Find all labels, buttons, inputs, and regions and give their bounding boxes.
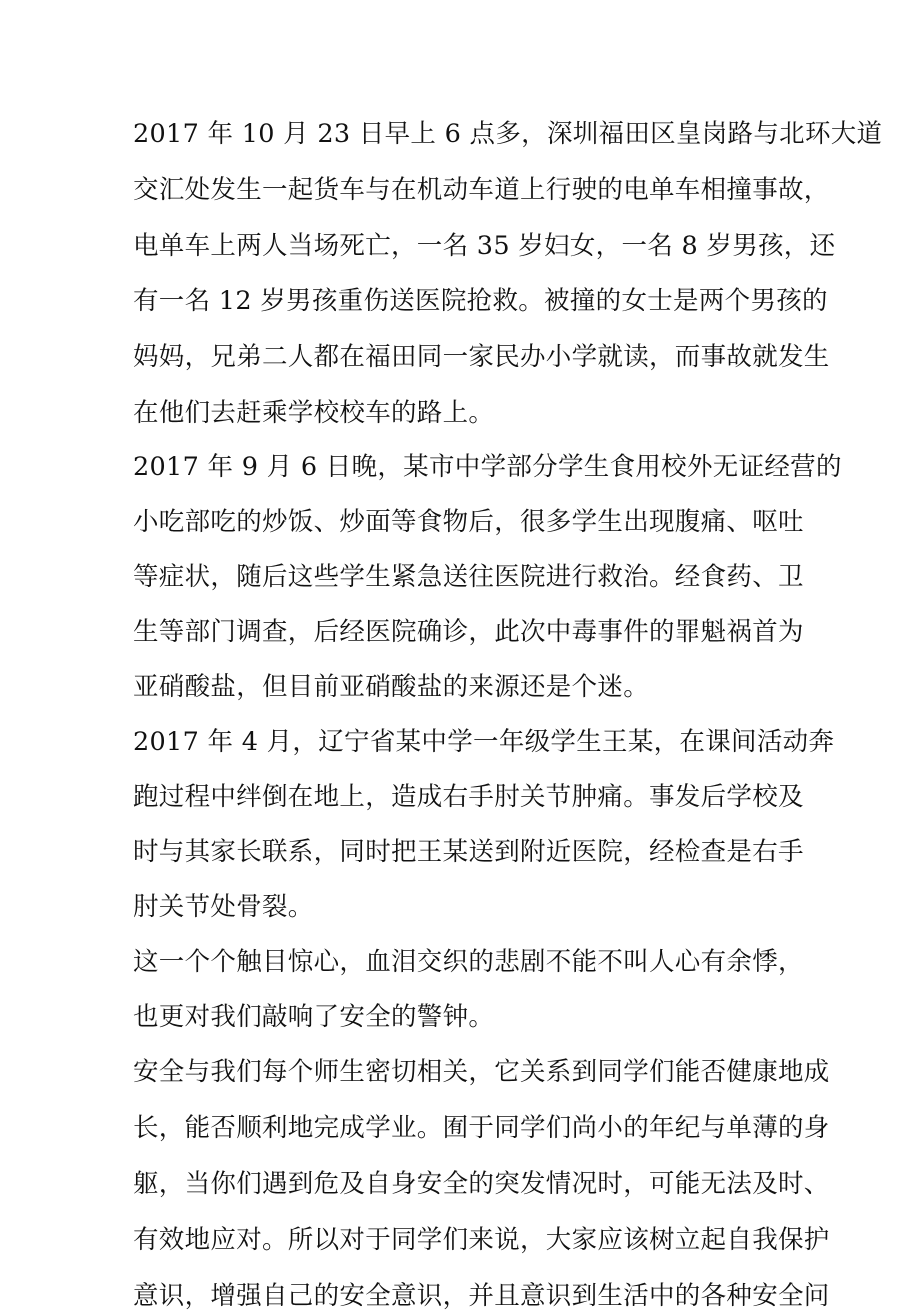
text-line: 跑过程中绊倒在地上，造成右手肘关节肿痛。事发后学校及 [133, 782, 804, 812]
text-line: 在他们去赶乘学校校车的路上。 [133, 398, 495, 428]
text-line: 长，能否顺利地完成学业。囿于同学们尚小的年纪与单薄的身 [133, 1113, 830, 1143]
text-line: 交汇处发生一起货车与在机动车道上行驶的电单车相撞事故， [133, 175, 830, 205]
text-line: 电单车上两人当场死亡，一名 35 岁妇女，一名 8 岁男孩，还 [133, 231, 836, 261]
text-line: 肘关节处骨裂。 [133, 892, 314, 922]
text-line: 妈妈，兄弟二人都在福田同一家民办小学就读，而事故就发生 [133, 342, 830, 372]
text-line: 2017 年 10 月 23 日早上 6 点多，深圳福田区皇岗路与北环大道 [133, 119, 883, 149]
text-line: 有一名 12 岁男孩重伤送医院抢救。被撞的女士是两个男孩的 [133, 286, 828, 316]
text-line: 生等部门调查，后经医院确诊，此次中毒事件的罪魁祸首为 [133, 617, 804, 647]
text-line: 亚硝酸盐，但目前亚硝酸盐的来源还是个迷。 [133, 672, 650, 702]
text-line: 意识，增强自己的安全意识，并且意识到生活中的各种安全问 [133, 1281, 830, 1311]
text-line: 这一个个触目惊心，血泪交织的悲剧不能不叫人心有余悸， [133, 947, 804, 977]
text-line: 有效地应对。所以对于同学们来说，大家应该树立起自我保护 [133, 1225, 830, 1255]
text-line: 安全与我们每个师生密切相关，它关系到同学们能否健康地成 [133, 1057, 830, 1087]
text-line: 等症状，随后这些学生紧急送往医院进行救治。经食药、卫 [133, 562, 804, 592]
text-line: 2017 年 4 月，辽宁省某中学一年级学生王某，在课间活动奔 [133, 727, 835, 757]
text-line: 躯，当你们遇到危及自身安全的突发情况时，可能无法及时、 [133, 1169, 830, 1199]
text-line: 也更对我们敲响了安全的警钟。 [133, 1002, 495, 1032]
text-line: 2017 年 9 月 6 日晚，某市中学部分学生食用校外无证经营的 [133, 452, 842, 482]
text-line: 小吃部吃的炒饭、炒面等食物后，很多学生出现腹痛、呕吐 [133, 507, 804, 537]
text-line: 时与其家长联系，同时把王某送到附近医院，经检查是右手 [133, 837, 804, 867]
